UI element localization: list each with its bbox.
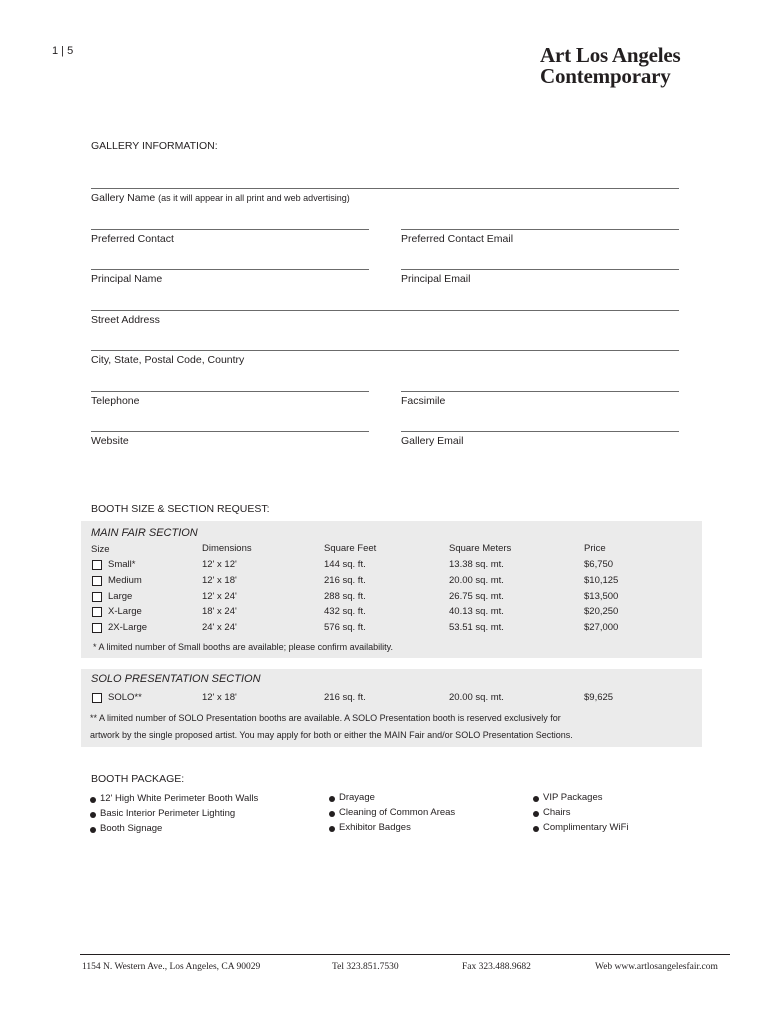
col-square-feet-header: Square Feet bbox=[324, 543, 377, 554]
footer-divider bbox=[80, 954, 730, 955]
principal-name-label: Principal Name bbox=[91, 273, 163, 285]
gallery-email-field[interactable] bbox=[401, 431, 679, 432]
telephone-label: Telephone bbox=[91, 395, 140, 407]
solo-presentation-panel bbox=[81, 669, 702, 747]
square-meters-cell: 20.00 sq. mt. bbox=[449, 575, 504, 586]
package-item: Exhibitor Badges bbox=[339, 822, 411, 833]
street-address-label: Street Address bbox=[91, 314, 160, 326]
package-item: Basic Interior Perimeter Lighting bbox=[100, 808, 236, 819]
brand-line-1: Art Los Angeles bbox=[540, 43, 681, 67]
square-meters-cell: 26.75 sq. mt. bbox=[449, 591, 504, 602]
package-item: Chairs bbox=[543, 807, 571, 818]
dimensions-cell: 12' x 18' bbox=[202, 575, 237, 586]
footer-web-link[interactable]: Web www.artlosangelesfair.com bbox=[595, 962, 718, 972]
square-meters-cell: 20.00 sq. mt. bbox=[449, 692, 504, 703]
footer-fax: Fax 323.488.9682 bbox=[462, 962, 531, 972]
size-cell: X-Large bbox=[108, 606, 142, 617]
bullet-icon bbox=[90, 827, 96, 833]
telephone-field[interactable] bbox=[91, 391, 369, 392]
size-cell: 2X-Large bbox=[108, 622, 148, 633]
gallery-information-title: GALLERY INFORMATION: bbox=[91, 140, 218, 152]
solo-footnote-line-2: artwork by the single proposed artist. You may apply for both or either the MAIN Fair and/or SOLO Presentation Sections. bbox=[90, 730, 573, 740]
gallery-name-label bbox=[91, 192, 350, 204]
price-cell: $20,250 bbox=[584, 606, 619, 617]
solo-section-title: SOLO PRESENTATION SECTION bbox=[91, 673, 261, 685]
bullet-icon bbox=[533, 796, 539, 802]
checkbox-solo[interactable] bbox=[92, 693, 102, 703]
dimensions-cell: 12' x 18' bbox=[202, 692, 237, 703]
package-item: Drayage bbox=[339, 792, 375, 803]
square-feet-cell: 216 sq. ft. bbox=[324, 692, 366, 703]
size-cell: Medium bbox=[108, 575, 142, 586]
preferred-contact-field[interactable] bbox=[91, 229, 369, 230]
brand-line-2: Contemporary bbox=[540, 64, 671, 88]
col-dimensions-header: Dimensions bbox=[202, 543, 252, 554]
gallery-email-label: Gallery Email bbox=[401, 435, 464, 447]
footer-tel: Tel 323.851.7530 bbox=[332, 962, 399, 972]
square-feet-cell: 576 sq. ft. bbox=[324, 622, 366, 633]
bullet-icon bbox=[329, 826, 335, 832]
facsimile-label: Facsimile bbox=[401, 395, 446, 407]
square-feet-cell: 432 sq. ft. bbox=[324, 606, 366, 617]
principal-email-field[interactable] bbox=[401, 269, 679, 270]
square-feet-cell: 144 sq. ft. bbox=[324, 559, 366, 570]
city-state-label: City, State, Postal Code, Country bbox=[91, 354, 245, 366]
preferred-contact-email-field[interactable] bbox=[401, 229, 679, 230]
page-number: 1 | 5 bbox=[52, 45, 74, 57]
square-feet-cell: 216 sq. ft. bbox=[324, 575, 366, 586]
price-cell: $6,750 bbox=[584, 559, 614, 570]
dimensions-cell: 12' x 24' bbox=[202, 591, 237, 602]
size-cell: SOLO** bbox=[108, 692, 142, 703]
square-feet-cell: 288 sq. ft. bbox=[324, 591, 366, 602]
dimensions-cell: 12' x 12' bbox=[202, 559, 237, 570]
price-cell: $9,625 bbox=[584, 692, 614, 703]
main-footnote: * A limited number of Small booths are available; please confirm availability. bbox=[93, 642, 393, 652]
package-item: Complimentary WiFi bbox=[543, 822, 629, 833]
preferred-contact-label: Preferred Contact bbox=[91, 233, 174, 245]
square-meters-cell: 40.13 sq. mt. bbox=[449, 606, 504, 617]
main-fair-panel bbox=[81, 521, 702, 658]
website-label: Website bbox=[91, 435, 129, 447]
size-cell: Small* bbox=[108, 559, 136, 570]
package-item: VIP Packages bbox=[543, 792, 603, 803]
checkbox-medium[interactable] bbox=[92, 576, 102, 586]
gallery-name-note: (as it will appear in all print and web advertising) bbox=[158, 193, 350, 203]
principal-email-label: Principal Email bbox=[401, 273, 471, 285]
footer-address: 1154 N. Western Ave., Los Angeles, CA 90029 bbox=[82, 962, 261, 972]
col-price-header: Price bbox=[584, 543, 606, 554]
checkbox-large[interactable] bbox=[92, 592, 102, 602]
price-cell: $13,500 bbox=[584, 591, 619, 602]
bullet-icon bbox=[533, 826, 539, 832]
price-cell: $10,125 bbox=[584, 575, 619, 586]
bullet-icon bbox=[90, 797, 96, 803]
checkbox-2x-large[interactable] bbox=[92, 623, 102, 633]
principal-name-field[interactable] bbox=[91, 269, 369, 270]
price-cell: $27,000 bbox=[584, 622, 619, 633]
checkbox-x-large[interactable] bbox=[92, 607, 102, 617]
bullet-icon bbox=[329, 811, 335, 817]
package-item: 12' High White Perimeter Booth Walls bbox=[100, 793, 259, 804]
street-address-field[interactable] bbox=[91, 310, 679, 311]
gallery-name-label-text: Gallery Name bbox=[91, 192, 156, 204]
dimensions-cell: 18' x 24' bbox=[202, 606, 237, 617]
package-item: Cleaning of Common Areas bbox=[339, 807, 456, 818]
city-state-field[interactable] bbox=[91, 350, 679, 351]
checkbox-small[interactable] bbox=[92, 560, 102, 570]
booth-request-title: BOOTH SIZE & SECTION REQUEST: bbox=[91, 503, 270, 515]
website-field[interactable] bbox=[91, 431, 369, 432]
bullet-icon bbox=[329, 796, 335, 802]
col-size-header: Size bbox=[91, 544, 110, 555]
gallery-name-field[interactable] bbox=[91, 188, 679, 189]
square-meters-cell: 53.51 sq. mt. bbox=[449, 622, 504, 633]
dimensions-cell: 24' x 24' bbox=[202, 622, 237, 633]
bullet-icon bbox=[533, 811, 539, 817]
solo-footnote-line-1: ** A limited number of SOLO Presentation booths are available. A SOLO Presentation booth is reserved exclusively for bbox=[90, 713, 561, 723]
square-meters-cell: 13.38 sq. mt. bbox=[449, 559, 504, 570]
brand-logo bbox=[540, 45, 681, 87]
col-square-meters-header: Square Meters bbox=[449, 543, 512, 554]
preferred-contact-email-label: Preferred Contact Email bbox=[401, 233, 514, 245]
main-fair-section-title: MAIN FAIR SECTION bbox=[91, 527, 198, 539]
facsimile-field[interactable] bbox=[401, 391, 679, 392]
bullet-icon bbox=[90, 812, 96, 818]
size-cell: Large bbox=[108, 591, 133, 602]
package-item: Booth Signage bbox=[100, 823, 163, 834]
booth-package-title: BOOTH PACKAGE: bbox=[91, 773, 185, 785]
